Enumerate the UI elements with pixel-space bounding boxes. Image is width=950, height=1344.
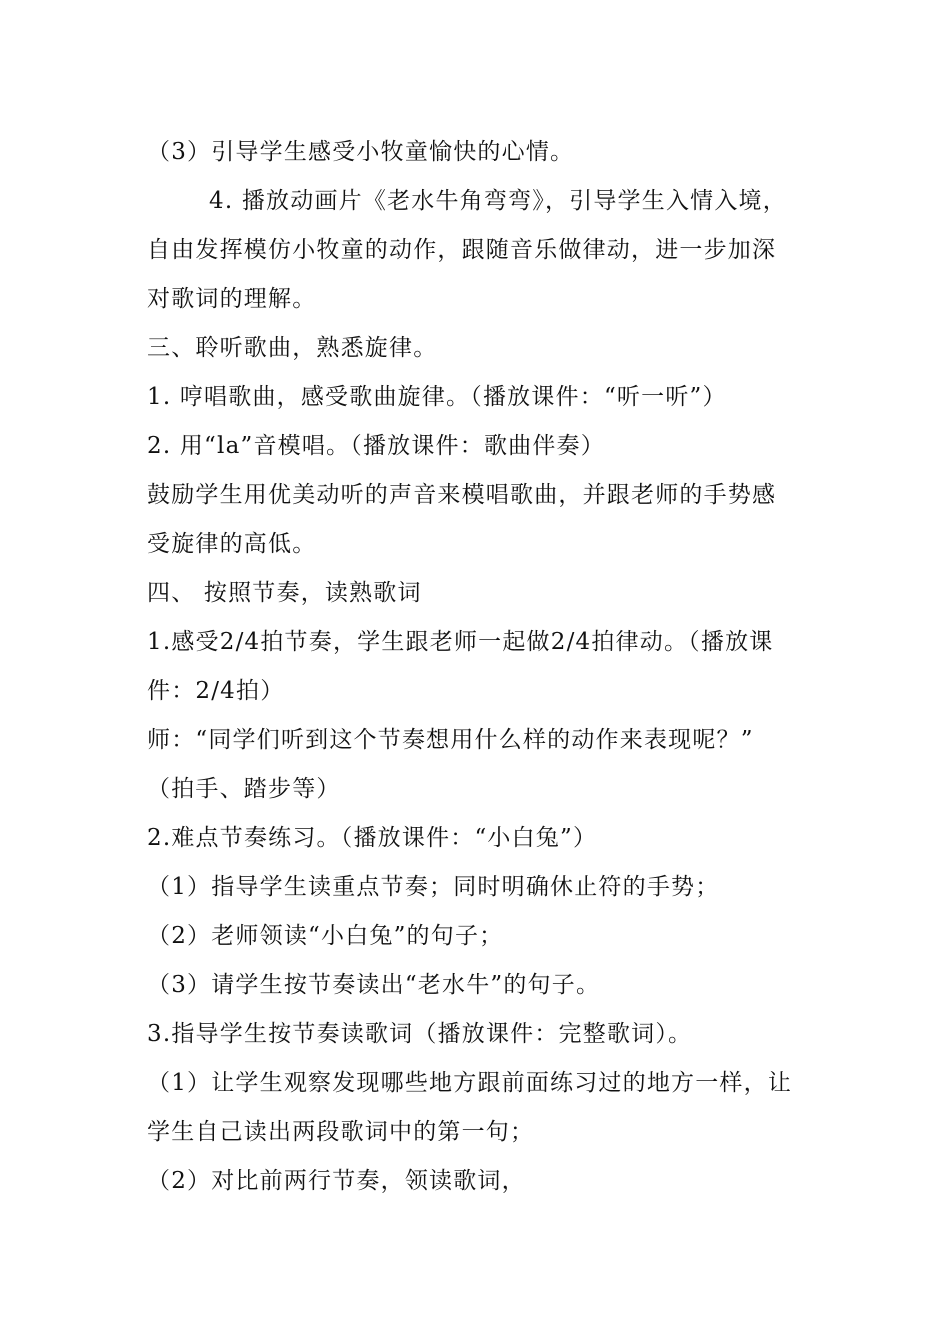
text-line: （2）老师领读“小白兔”的句子； bbox=[147, 923, 504, 949]
text-line: 件：2/4拍） bbox=[147, 678, 285, 704]
text-line: 鼓励学生用优美动听的声音来模唱歌曲，并跟老师的手势感 bbox=[147, 482, 777, 508]
text-line: 学生自己读出两段歌词中的第一句； bbox=[147, 1119, 535, 1145]
text-line: 自由发挥模仿小牧童的动作，跟随音乐做律动，进一步加深 bbox=[147, 237, 777, 263]
document-body bbox=[147, 128, 812, 1206]
text-line: 师：“同学们听到这个节奏想用什么样的动作来表现呢？” bbox=[147, 727, 754, 753]
text-line: （1）指导学生读重点节奏；同时明确休止符的手势； bbox=[147, 874, 720, 900]
text-line: （拍手、踏步等） bbox=[147, 776, 341, 802]
text-line: 1. 哼唱歌曲，感受歌曲旋律。（播放课件：“听一听”） bbox=[147, 384, 727, 410]
text-line: 2.难点节奏练习。（播放课件：“小白兔”） bbox=[147, 825, 598, 851]
text-line: 4. 播放动画片《老水牛角弯弯》，引导学生入情入境， bbox=[209, 188, 787, 214]
text-line: 受旋律的高低。 bbox=[147, 531, 317, 557]
section-heading: 三、聆听歌曲，熟悉旋律。 bbox=[147, 335, 438, 361]
text-line: 1.感受2/4拍节奏，学生跟老师一起做2/4拍律动。（播放课 bbox=[147, 629, 774, 655]
text-line: 对歌词的理解。 bbox=[147, 286, 317, 312]
section-heading: 四、 按照节奏，读熟歌词 bbox=[147, 580, 422, 606]
text-line: （2）对比前两行节奏，领读歌词， bbox=[147, 1168, 526, 1194]
text-line: （3）请学生按节奏读出“老水牛”的句子。 bbox=[147, 972, 601, 998]
text-line: 3.指导学生按节奏读歌词（播放课件：完整歌词）。 bbox=[147, 1021, 693, 1047]
text-line: （3）引导学生感受小牧童愉快的心情。 bbox=[147, 139, 575, 165]
text-line: 2. 用“la”音模唱。（播放课件：歌曲伴奏） bbox=[147, 433, 605, 459]
text-line: （1）让学生观察发现哪些地方跟前面练习过的地方一样，让 bbox=[147, 1070, 793, 1096]
